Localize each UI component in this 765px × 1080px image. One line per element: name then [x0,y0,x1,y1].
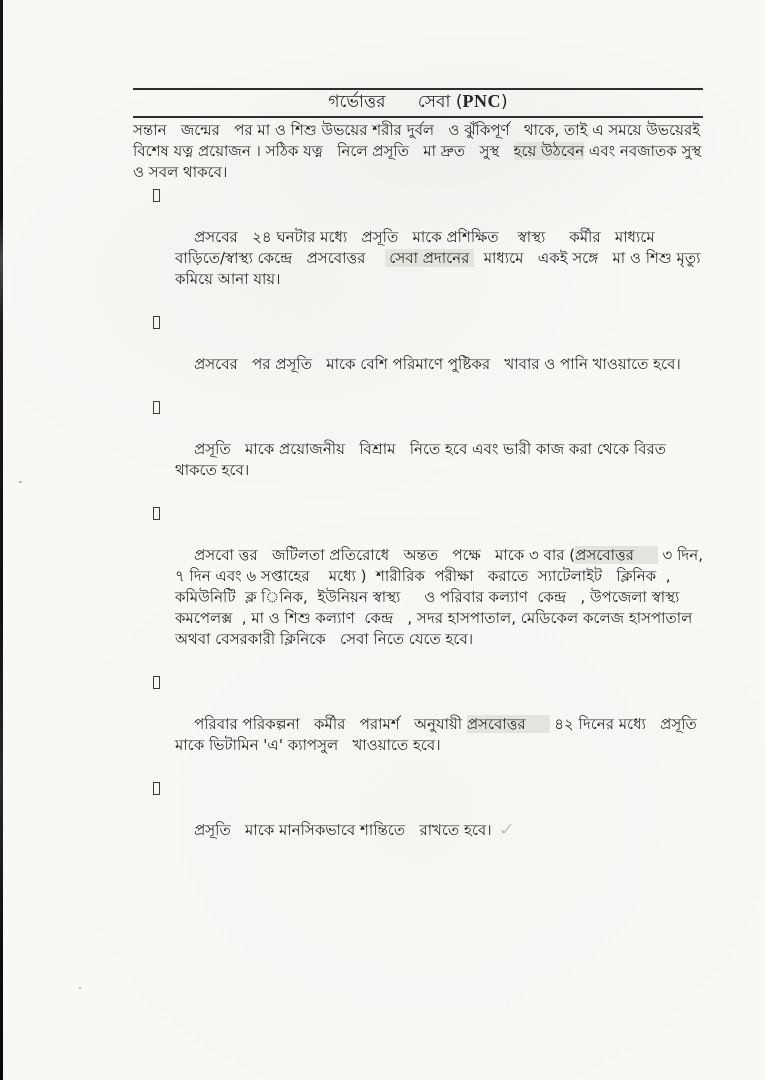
text-run: ৩ দিন, ৭ দিন এবং ৬ সপ্তাহের মধ্যে ) শারীরিক পরীক্ষা করাতে স্যাটেলাইট ক্লিনিক , কমিউনিটি ক্ল িনিক, ইউনিয়ন স্বাস্থ্য ও পরিবার কল্যাণ কেন্দ্র , উপজেলা স্বাস্থ্য কমপেলক্স , মা ও শিশু কল্যাণ কেন্দ্র , সদর হাসপাতাল, মেডিকেল কলেজ হাসপাতাল অথবা বেসরকারী ক্লিনিকে সেবা নিতে যেতে হবে। [175,546,708,648]
bullet-text [194,819,517,841]
bullet-item [133,672,712,777]
bullet-list [133,185,715,862]
bullet-box-marker-icon [153,316,160,329]
bullet-item [133,503,708,671]
shaded-text-run: হয়ে উঠবেন [513,142,585,160]
text-run: প্রসবো ত্তর জটিলতা প্রতিরোধে অন্তত পক্ষে মাকে ৩ বার ( [194,546,576,564]
scan-speck [19,481,22,483]
text-run: ৪২ দিনের মধ্যে প্রসূতি মাকে ভিটামিন 'এ' ক্যাপসুল খাওয়াতে হবে। [175,715,712,754]
text-run: প্রসবের ২৪ ঘনটার মধ্যে প্রসূতি মাকে প্রশিক্ষিত স্বাস্থ্য কর্মীর মাধ্যমে বাড়িতে/স্বাস্থ্য কেন্দ্রে প্রসবোত্তর [175,228,669,267]
text-run: পরিবার পরিকল্পনা কর্মীর পরামর্শ অনুযায়ী [194,715,467,733]
text-run: প্রসবের পর প্রসূতি মাকে বেশি পরিমাণে পুষ্টিকর খাবার ও পানি খাওয়াতে হবে। [194,355,681,373]
pencil-check-mark-icon: ✓ [497,819,517,841]
bullet-text [175,546,708,648]
text-run: মাধ্যমে একই সঙ্গে মা ও শিশু মৃত্যু কমিয়ে আনা যায়। [175,249,715,288]
bullet-box-marker-icon [153,189,160,202]
scan-speck [79,987,81,989]
bullet-item [133,312,703,396]
bullet-box-marker-icon [153,782,160,795]
bullet-item [133,185,715,311]
text-run: ) [500,92,508,112]
document-title [133,88,703,118]
bullet-box-marker-icon [153,676,160,689]
scanner-edge-artifact [0,0,3,1080]
text-run: সন্তান জন্মের পর মা ও শিশু উভয়ের শরীর দুর্বল ও ঝুঁকিপূর্ণ থাকে, তাই এ সময়ে উভয়েরই বিশেষ যত্ন প্রয়োজন । সঠিক যত্ন নিলে প্রসূতি মা দ্রুত সুস্থ [133,121,705,160]
bullet-text [194,355,681,373]
text-run: প্রসূতি মাকে মানসিকভাবে শান্তিতে রাখতে হবে। [194,821,492,839]
shaded-text-run: সেবা প্রদানের [384,249,475,267]
text-run: গর্ভোত্তর সেবা ( [328,92,463,112]
bullet-text [175,715,711,754]
text-run: PNC [462,91,501,111]
bullet-item [133,397,703,502]
bullet-item [133,778,703,862]
shaded-text-run: প্রসবোত্তর [575,546,658,564]
text-run: প্রসূতি মাকে প্রয়োজনীয় বিশ্রাম নিতে হবে এবং ভারী কাজ করা থেকে বিরত থাকতে হবে। [175,440,671,479]
bullet-text [175,440,671,479]
text-run: এবং নবজাতক সুস্থ ও সবল থাকবে। [133,142,716,181]
shaded-text-run: প্রসবোত্তর [466,715,550,733]
bullet-text [175,228,715,288]
document-content [133,88,716,862]
bullet-box-marker-icon [153,507,160,520]
intro-paragraph [133,120,716,183]
bullet-box-marker-icon [153,401,160,414]
